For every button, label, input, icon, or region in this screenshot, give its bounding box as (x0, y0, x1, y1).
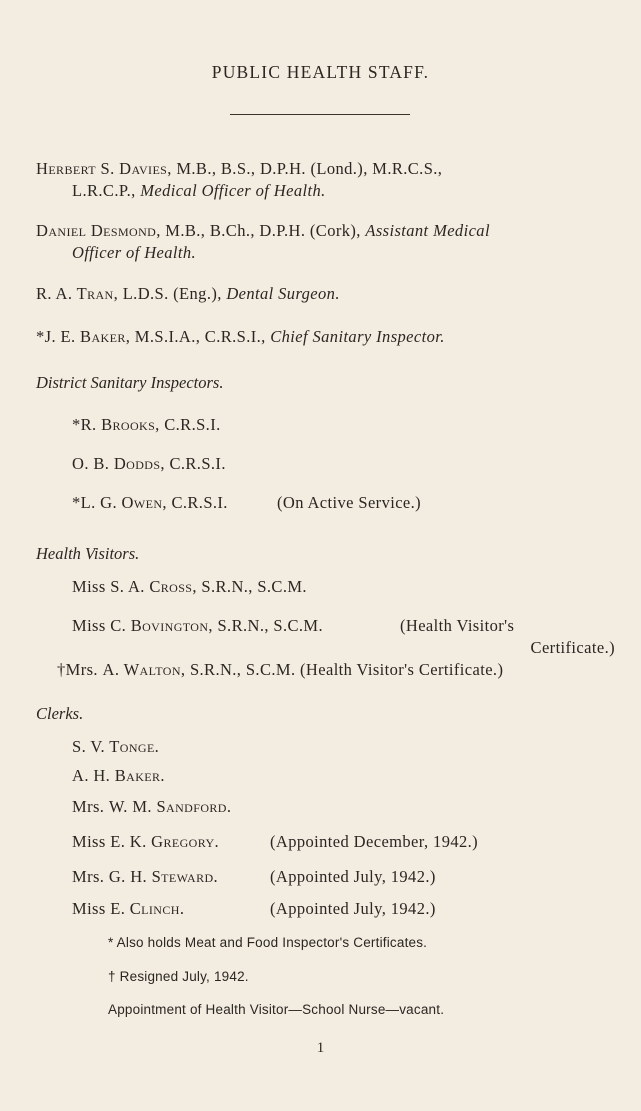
clerk-note: (Appointed December, 1942.) (270, 832, 479, 851)
staff-quals: M.S.I.A., C.R.S.I., (134, 327, 266, 346)
visitor-prefix: Miss (72, 577, 106, 596)
list-item (72, 737, 159, 757)
list-item (72, 577, 307, 597)
list-item (57, 660, 503, 680)
staff-entry-dental (36, 284, 340, 304)
visitor-prefix: Miss (72, 616, 106, 635)
page-number: 1 (316, 1040, 325, 1056)
list-item (72, 899, 184, 919)
staff-role-cont: Officer of Health. (72, 243, 197, 262)
staff-name: *J. E. Baker, (36, 327, 131, 346)
inspector-quals: C.R.S.I. (164, 415, 221, 434)
visitor-quals: S.R.N., S.C.M. (217, 616, 324, 635)
staff-quals: M.B., B.Ch., D.P.H. (Cork), (165, 221, 361, 240)
staff-entry-moh (36, 159, 442, 179)
clerk-name: W. M. Sandford. (108, 797, 232, 816)
list-item (72, 832, 219, 852)
staff-quals-cont: L.R.C.P., (72, 181, 136, 200)
staff-name: Daniel Desmond, (36, 221, 161, 240)
visitor-quals: S.R.N., S.C.M. (189, 660, 296, 679)
clerk-name: E. K. Gregory. (110, 832, 220, 851)
clerk-name: G. H. Steward. (108, 867, 219, 886)
footnote-dagger: † Resigned July, 1942. (108, 969, 249, 984)
list-item (72, 493, 228, 513)
title-rule (230, 114, 410, 115)
staff-role: Dental Surgeon. (226, 284, 340, 303)
list-item (72, 616, 323, 636)
staff-role: Chief Sanitary Inspector. (270, 327, 445, 346)
visitor-name: S. A. Cross, (110, 577, 197, 596)
clerk-prefix: Mrs. (72, 867, 105, 886)
list-item (72, 415, 221, 435)
inspector-name: *R. Brooks, (72, 415, 160, 434)
staff-name: Herbert S. Davies, (36, 159, 172, 178)
page-title: PUBLIC HEALTH STAFF. (211, 62, 430, 82)
visitor-prefix: †Mrs. (57, 660, 98, 679)
section-heading-visitors: Health Visitors. (36, 544, 140, 563)
inspector-quals: C.R.S.I. (171, 493, 228, 512)
clerk-prefix: Miss (72, 899, 106, 918)
visitor-note: (Health Visitor's Certificate.) (300, 660, 504, 679)
staff-quals: M.B., B.S., D.P.H. (Lond.), M.R.C.S., (176, 159, 443, 178)
section-heading-clerks: Clerks. (36, 704, 84, 723)
staff-role: Medical Officer of Health. (140, 181, 326, 200)
visitor-note: (Health Visitor's (400, 616, 515, 635)
clerk-prefix: Miss (72, 832, 106, 851)
staff-quals: L.D.S. (Eng.), (122, 284, 222, 303)
clerk-name: S. V. Tonge. (72, 737, 160, 756)
staff-role: Assistant Medical (365, 221, 490, 240)
list-item (72, 454, 226, 474)
inspector-quals: C.R.S.I. (169, 454, 226, 473)
staff-entry-amoh (36, 221, 490, 241)
list-item (72, 766, 165, 786)
visitor-name: C. Bovington, (110, 616, 213, 635)
list-item (72, 867, 218, 887)
clerk-note: (Appointed July, 1942.) (270, 867, 436, 886)
inspector-note: (On Active Service.) (277, 493, 422, 512)
clerk-name: A. H. Baker. (72, 766, 165, 785)
visitor-name: A. Walton, (102, 660, 186, 679)
list-item (72, 797, 231, 817)
inspector-name: O. B. Dodds, (72, 454, 165, 473)
clerk-prefix: Mrs. (72, 797, 105, 816)
section-heading-district: District Sanitary Inspectors. (36, 373, 224, 392)
visitor-quals: S.R.N., S.C.M. (201, 577, 307, 596)
staff-entry-moh-cont (72, 181, 326, 201)
clerk-note: (Appointed July, 1942.) (270, 899, 436, 918)
staff-name: R. A. Tran, (36, 284, 119, 303)
footnote-star: * Also holds Meat and Food Inspector's Certificates. (108, 935, 428, 950)
staff-entry-csi (36, 327, 445, 347)
clerk-name: E. Clinch. (110, 899, 185, 918)
visitor-note-cont: Certificate.) (530, 638, 615, 657)
footnote-vacancy: Appointment of Health Visitor—School Nurse—vacant. (108, 1002, 445, 1017)
inspector-name: *L. G. Owen, (72, 493, 167, 512)
